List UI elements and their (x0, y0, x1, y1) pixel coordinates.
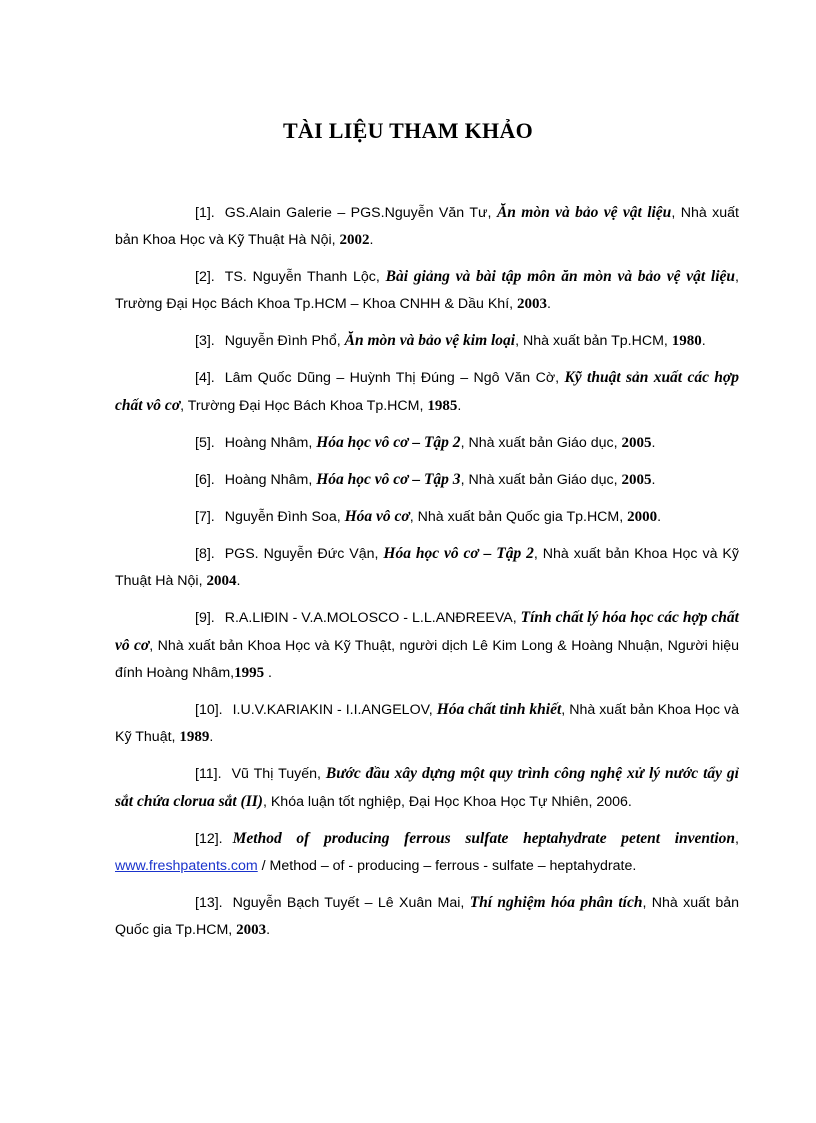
reference-publisher: , Khóa luận tốt nghiệp, Đại Học Khoa Học Tự Nhiên, 2006 (262, 794, 628, 810)
reference-publisher: , Nhà xuất bản Quốc gia Tp.HCM, (409, 509, 628, 525)
reference-authors: PGS. Nguyễn Đức Vận, (224, 546, 384, 562)
reference-authors: I.U.V.KARIAKIN - I.I.ANGELOV, (232, 702, 437, 718)
reference-list (115, 199, 739, 953)
reference-end: . (264, 665, 272, 681)
reference-title: Bài giảng và bài tập môn ăn mòn và bảo vệ vật liệu (385, 268, 736, 285)
reference-authors: R.A.LIĐIN - V.A.MOLOSCO - L.L.ANĐREEVA, (224, 610, 521, 626)
reference-end: . (547, 296, 551, 312)
reference-publisher: , Nhà xuất bản Khoa Học và Kỹ Thuật Hà Nội, (115, 546, 739, 589)
reference-item (115, 760, 739, 816)
reference-end: . (457, 398, 462, 414)
reference-title: Bước đầu xây dựng một quy trình công nghệ xử lý nước tẩy gỉ sắt chứa clorua sắt (II) (115, 765, 739, 810)
reference-number: [2]. (195, 269, 215, 285)
reference-publisher: , Nhà xuất bản Quốc gia Tp.HCM, (115, 895, 740, 938)
reference-item (115, 540, 739, 595)
reference-publisher: , Nhà xuất bản Giáo dục, (460, 435, 622, 451)
reference-title: Hóa học vô cơ – Tập 3 (316, 471, 461, 488)
reference-year: 2002 (339, 232, 370, 248)
reference-item (115, 364, 739, 420)
reference-year: 1980 (671, 333, 702, 349)
reference-number: [1]. (195, 205, 215, 221)
reference-item (115, 889, 739, 944)
reference-year: 2005 (621, 472, 652, 488)
reference-number: [13]. (195, 895, 223, 911)
reference-year: 1985 (427, 398, 458, 414)
reference-item (115, 825, 739, 880)
reference-authors: TS. Nguyễn Thanh Lộc, (224, 269, 386, 285)
reference-end: . (236, 573, 241, 589)
reference-year: 2003 (517, 296, 548, 312)
reference-year: 2000 (627, 509, 658, 525)
reference-year: 1989 (179, 729, 210, 745)
reference-publisher: , Trường Đại Học Bách Khoa Tp.HCM, (180, 398, 428, 414)
reference-number: [10]. (195, 702, 223, 718)
reference-publisher: , Trường Đại Học Bách Khoa Tp.HCM – Khoa CNHH & Dầu Khí, (115, 269, 739, 312)
reference-path: / Method – of - producing – ferrous - sulfate – heptahydrate. (257, 858, 637, 874)
reference-separator: , (735, 831, 739, 847)
reference-end: . (651, 435, 656, 451)
reference-item (115, 263, 739, 318)
reference-number: [5]. (195, 435, 215, 451)
reference-number: [11]. (195, 766, 222, 782)
reference-end: . (209, 729, 214, 745)
reference-title: Tính chất lý hóa học các hợp chất vô cơ (115, 609, 739, 654)
reference-item (115, 199, 739, 254)
reference-publisher: , Nhà xuất bản Khoa Học và Kỹ Thuật, (115, 702, 739, 745)
reference-item (115, 327, 739, 355)
reference-end: . (651, 472, 656, 488)
reference-number: [8]. (195, 546, 215, 562)
reference-item (115, 503, 739, 531)
page-title: TÀI LIỆU THAM KHẢO (282, 118, 534, 143)
reference-authors: Lâm Quốc Dũng – Huỳnh Thị Đúng – Ngô Văn Cờ, (224, 370, 565, 386)
reference-end: . (369, 232, 374, 248)
reference-title: Ăn mòn và bảo vệ vật liệu (496, 204, 672, 221)
reference-authors: Nguyễn Bạch Tuyết – Lê Xuân Mai, (232, 895, 470, 911)
reference-title: Ăn mòn và bảo vệ kim loại (344, 332, 516, 349)
reference-publisher: , Nhà xuất bản Giáo dục, (460, 472, 622, 488)
reference-year: 2004 (206, 573, 237, 589)
reference-end: . (701, 333, 706, 349)
reference-title: Hóa chất tinh khiết (436, 701, 562, 718)
reference-title: Thí nghiệm hóa phân tích (469, 894, 643, 911)
reference-number: [4]. (195, 370, 215, 386)
reference-title: Kỹ thuật sản xuất các hợp chất vô cơ (115, 369, 739, 414)
reference-item (115, 466, 739, 494)
reference-authors: Hoàng Nhâm, (224, 472, 317, 488)
reference-authors: Nguyễn Đình Soa, (224, 509, 345, 525)
reference-number: [9]. (195, 610, 215, 626)
reference-item (115, 696, 739, 751)
reference-title: Hóa học vô cơ – Tập 2 (383, 545, 534, 562)
reference-publisher: , Nhà xuất bản Tp.HCM, (515, 333, 672, 349)
reference-number: [3]. (195, 333, 215, 349)
reference-publisher: , Nhà xuất bản Khoa Học và Kỹ Thuật, người dịch Lê Kim Long & Hoàng Nhuận, Người hiệu đính Hoàng Nhâm, (115, 638, 740, 681)
reference-number: [7]. (195, 509, 215, 525)
reference-year: 2003 (236, 922, 267, 938)
reference-year: 2005 (621, 435, 652, 451)
reference-authors: Hoàng Nhâm, (224, 435, 317, 451)
reference-title: Hóa học vô cơ – Tập 2 (316, 434, 461, 451)
reference-title: Method of producing ferrous sulfate heptahydrate petent invention (232, 830, 736, 847)
reference-end: . (657, 509, 662, 525)
reference-authors: GS.Alain Galerie – PGS.Nguyễn Văn Tư, (224, 205, 497, 221)
reference-authors: Nguyễn Đình Phổ, (224, 333, 345, 349)
reference-authors: Vũ Thị Tuyến, (231, 766, 326, 782)
reference-publisher: , Nhà xuất bản Khoa Học và Kỹ Thuật Hà Nội, (115, 205, 739, 248)
reference-item (115, 604, 739, 687)
reference-number: [6]. (195, 472, 215, 488)
reference-end: . (266, 922, 271, 938)
reference-title: Hóa vô cơ (344, 508, 410, 525)
freshpatents-link[interactable]: www.freshpatents.com (115, 858, 258, 874)
reference-year: 1995 (234, 665, 265, 681)
reference-end: . (627, 794, 632, 810)
reference-number: [12]. (195, 831, 223, 847)
reference-item (115, 429, 739, 457)
